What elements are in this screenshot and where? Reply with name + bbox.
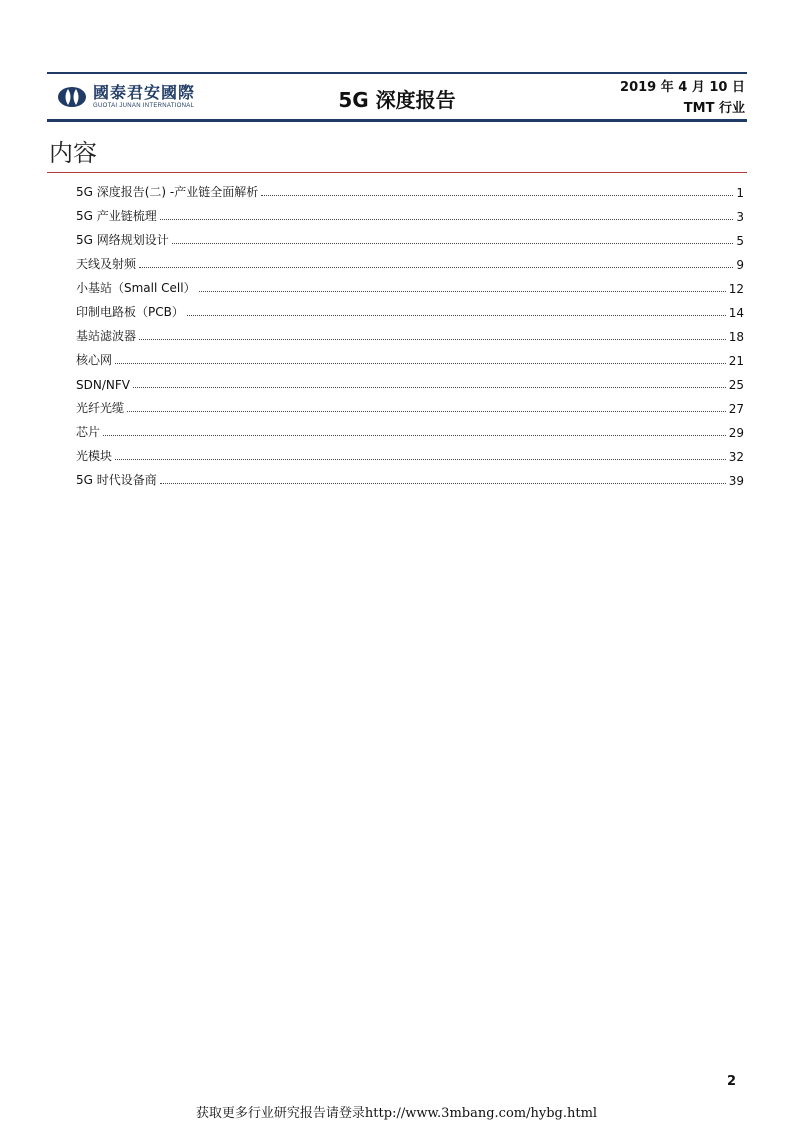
toc-dot-leader [115, 362, 726, 364]
toc-entry-title[interactable]: 光模块 [76, 449, 113, 463]
toc-dot-leader [139, 266, 733, 268]
toc-entry-title[interactable]: 光纤光缆 [76, 401, 125, 415]
toc-entry[interactable] [76, 440, 744, 464]
page-number: 2 [727, 1074, 737, 1089]
toc-entry-title[interactable]: 核心网 [76, 353, 113, 367]
toc-entry-title[interactable]: 芯片 [76, 425, 101, 439]
report-sector: TMT 行业 [683, 101, 745, 116]
header-top-rule [47, 72, 747, 74]
toc-dot-leader [133, 386, 726, 388]
toc-entry-page[interactable]: 29 [728, 426, 744, 440]
toc-entry-title[interactable]: 印制电路板（PCB） [76, 305, 184, 319]
toc-entry[interactable] [76, 368, 744, 392]
toc-dot-leader [160, 482, 726, 484]
toc-entry-title[interactable]: 5G 时代设备商 [76, 473, 157, 487]
toc-entry[interactable] [76, 272, 744, 296]
toc-entry[interactable] [76, 248, 744, 272]
header-bottom-rule [47, 119, 747, 122]
section-title: 内容 [49, 139, 97, 167]
toc-entry-title[interactable]: 5G 深度报告(二) -产业链全面解析 [76, 185, 259, 199]
toc-dot-leader [199, 290, 726, 292]
toc-entry-page[interactable]: 3 [736, 210, 744, 224]
toc-entry-title[interactable]: 小基站（Small Cell） [76, 281, 196, 295]
toc-entry[interactable] [76, 200, 744, 224]
toc-entry-page[interactable]: 25 [728, 378, 744, 392]
toc-dot-leader [172, 242, 734, 244]
toc-entry-title[interactable]: 5G 产业链梳理 [76, 209, 157, 223]
toc-entry-title[interactable]: 5G 网络规划设计 [76, 233, 169, 247]
toc-dot-leader [139, 338, 726, 340]
toc-entry-page[interactable]: 39 [728, 474, 744, 488]
page-header [47, 72, 747, 122]
toc-entry-page[interactable]: 21 [728, 354, 744, 368]
toc-entry-page[interactable]: 32 [728, 450, 744, 464]
toc-dot-leader [160, 218, 734, 220]
report-title: 5G 深度报告 [338, 88, 456, 112]
logo-chinese-name: 國泰君安國際 [93, 83, 196, 102]
report-date: 2019 年 4 月 10 日 [620, 80, 745, 95]
toc-entry[interactable] [76, 464, 744, 488]
toc-dot-leader [127, 410, 726, 412]
toc-entry[interactable] [76, 392, 744, 416]
toc-dot-leader [187, 314, 726, 316]
toc-entry[interactable] [76, 176, 744, 200]
toc-entry[interactable] [76, 344, 744, 368]
toc-entry-page[interactable]: 14 [728, 306, 744, 320]
toc-entry-page[interactable]: 18 [728, 330, 744, 344]
toc-entry-page[interactable]: 1 [736, 186, 744, 200]
toc-dot-leader [115, 458, 726, 460]
toc-entry-page[interactable]: 12 [728, 282, 744, 296]
toc-entry[interactable] [76, 296, 744, 320]
section-rule [47, 172, 747, 173]
footer-note: 获取更多行业研究报告请登录http://www.3mbang.com/hybg.html [195, 1106, 598, 1121]
header-meta [620, 77, 745, 119]
toc-entry-title[interactable]: 天线及射频 [76, 257, 137, 271]
toc-dot-leader [261, 194, 733, 196]
table-of-contents [76, 176, 744, 488]
toc-entry-page[interactable]: 5 [736, 234, 744, 248]
logo-english-name: GUOTAI JUNAN INTERNATIONAL [93, 103, 195, 109]
toc-entry-title[interactable]: SDN/NFV [76, 378, 130, 392]
toc-entry[interactable] [76, 320, 744, 344]
toc-entry[interactable] [76, 224, 744, 248]
toc-entry-title[interactable]: 基站滤波器 [76, 329, 137, 343]
toc-entry[interactable] [76, 416, 744, 440]
toc-entry-page[interactable]: 9 [736, 258, 744, 272]
toc-entry-page[interactable]: 27 [728, 402, 744, 416]
toc-dot-leader [103, 434, 726, 436]
